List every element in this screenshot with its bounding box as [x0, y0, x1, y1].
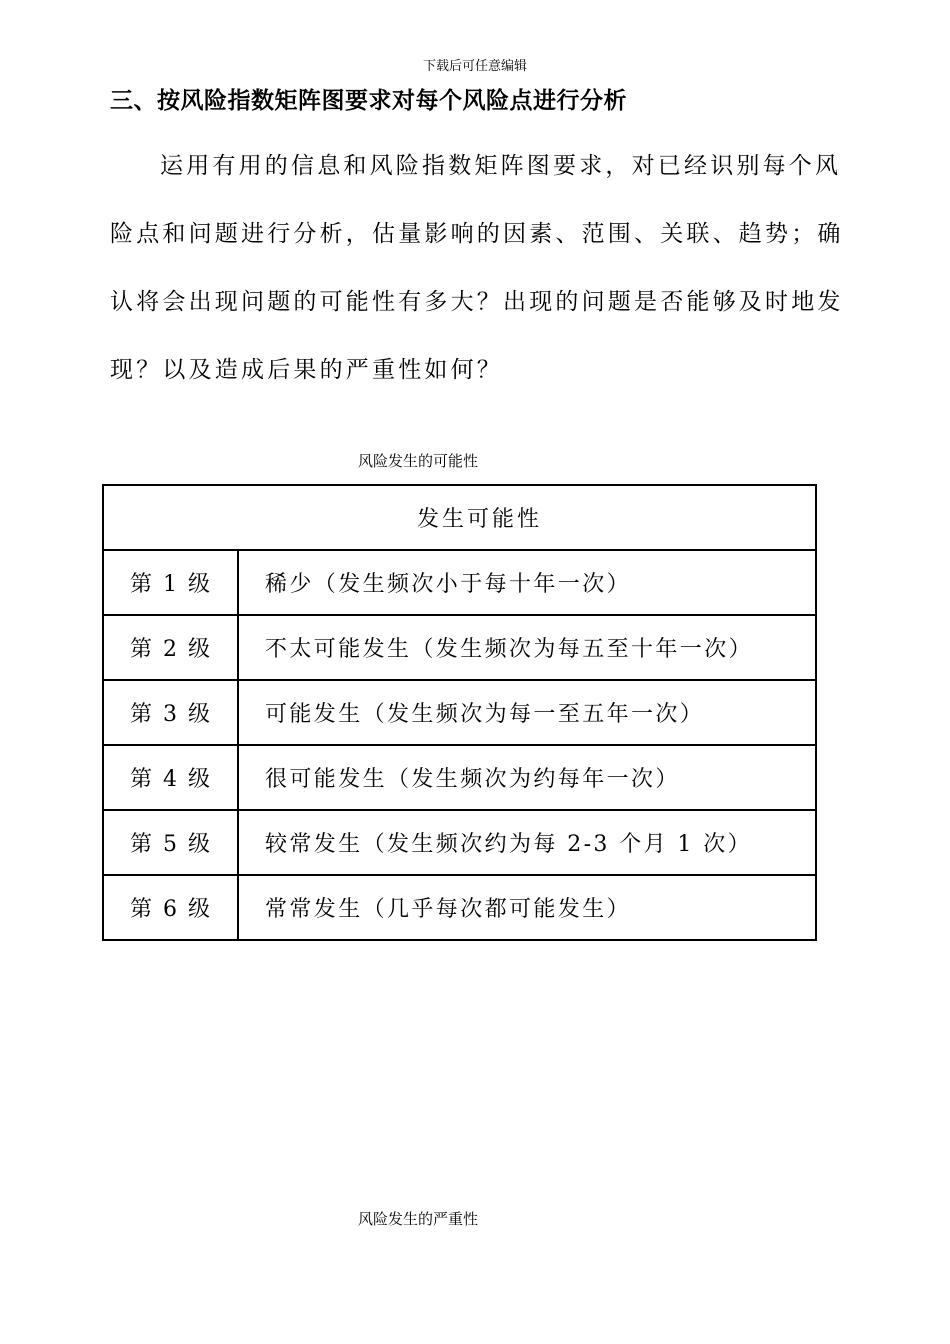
table-row [103, 745, 816, 810]
section-heading: 三、按风险指数矩阵图要求对每个风险点进行分析 [110, 87, 627, 114]
table-row [103, 550, 816, 615]
description-cell: 很可能发生（发生频次为约每年一次） [238, 745, 816, 810]
likelihood-table [102, 484, 817, 941]
table-header-row [103, 485, 816, 550]
level-cell: 第 1 级 [103, 550, 238, 615]
table-row [103, 875, 816, 940]
likelihood-table-caption: 风险发生的可能性 [357, 452, 478, 470]
level-cell: 第 3 级 [103, 680, 238, 745]
paragraph-line: 运用有用的信息和风险指数矩阵图要求，对已经识别每个风 [160, 153, 842, 179]
level-cell: 第 2 级 [103, 615, 238, 680]
level-cell: 第 4 级 [103, 745, 238, 810]
description-cell: 较常发生（发生频次约为每 2-3 个月 1 次） [238, 810, 816, 875]
table-row [103, 810, 816, 875]
table-row [103, 680, 816, 745]
description-cell: 不太可能发生（发生频次为每五至十年一次） [238, 615, 816, 680]
level-cell: 第 6 级 [103, 875, 238, 940]
paragraph-line: 现？以及造成后果的严重性如何？ [110, 357, 503, 383]
table-row [103, 615, 816, 680]
paragraph-line: 认将会出现问题的可能性有多大？出现的问题是否能够及时地发 [110, 289, 844, 315]
table-header: 发生可能性 [103, 485, 816, 550]
header-note: 下载后可任意编辑 [422, 59, 527, 74]
level-cell: 第 5 级 [103, 810, 238, 875]
description-cell: 稀少（发生频次小于每十年一次） [238, 550, 816, 615]
paragraph-line: 险点和问题进行分析，估量影响的因素、范围、关联、趋势；确 [110, 221, 844, 247]
severity-table-caption: 风险发生的严重性 [357, 1210, 478, 1228]
description-cell: 可能发生（发生频次为每一至五年一次） [238, 680, 816, 745]
body-paragraph [110, 132, 844, 404]
description-cell: 常常发生（几乎每次都可能发生） [238, 875, 816, 940]
